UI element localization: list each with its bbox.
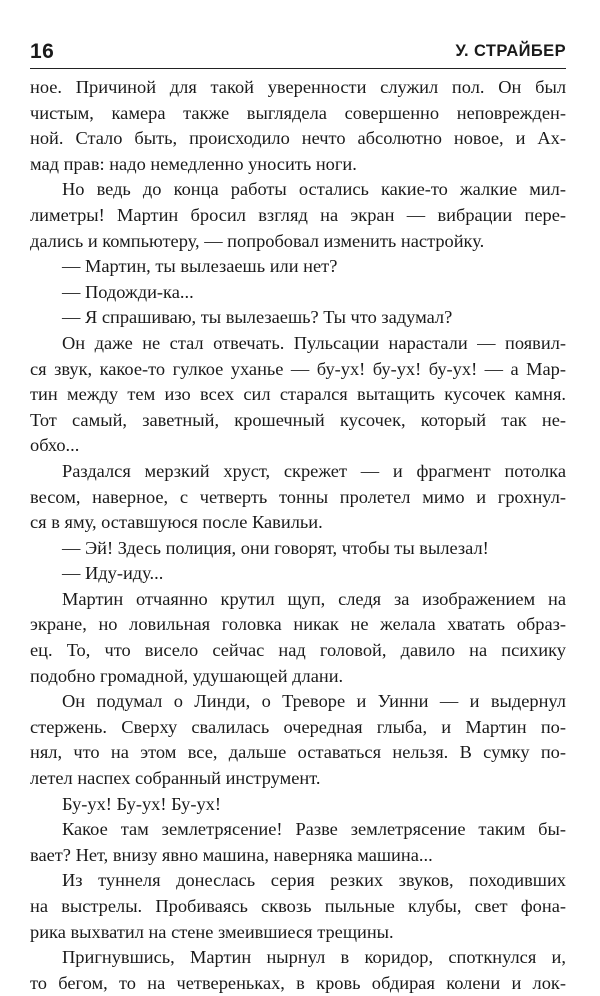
- text-line: ец. То, что висело сейчас над головой, давило на психику: [30, 640, 566, 661]
- text-line: обхо...: [30, 435, 80, 456]
- text-line: дались и компьютеру, — попробовал изменить настройку.: [30, 230, 485, 251]
- text-line: Какое там землетрясение! Разве землетрясение таким бы-: [62, 819, 566, 840]
- text-line: стержень. Сверху свалилась очередная глыба, и Мартин по-: [30, 716, 566, 737]
- body-text: [30, 75, 566, 996]
- running-head: У. СТРАЙБЕР: [455, 42, 566, 60]
- text-line: экране, но ловильная головка никак не желала хватать образ-: [30, 614, 566, 635]
- text-line: рика выхватил на стене змеившиеся трещины.: [30, 921, 394, 942]
- text-line: чистым, камера также выглядела совершенно неповрежден-: [30, 102, 566, 123]
- text-line: ся в яму, оставшуюся после Кавильи.: [30, 512, 323, 533]
- text-line: ной. Стало быть, происходило нечто абсолютно новое, и Ах-: [30, 128, 566, 149]
- header-rule: [30, 68, 566, 69]
- text-line: — Мартин, ты вылезаешь или нет?: [62, 256, 338, 277]
- text-line: весом, наверное, с четверть тонны пролетел мимо и грохнул-: [30, 486, 566, 507]
- text-line: Он даже не стал отвечать. Пульсации нарастали — появил-: [62, 332, 566, 353]
- page-number: 16: [30, 40, 55, 63]
- page-header: [30, 36, 566, 66]
- text-line: Он подумал о Линди, о Треворе и Уинни — и выдернул: [62, 691, 566, 712]
- text-line: Пригнувшись, Мартин нырнул в коридор, споткнулся и,: [62, 947, 566, 968]
- text-line: вает? Нет, внизу явно машина, наверняка машина...: [30, 844, 433, 865]
- text-line: Бу-ух! Бу-ух! Бу-ух!: [62, 793, 222, 814]
- text-line: нял, что на этом все, дальше оставаться нельзя. В сумку по-: [30, 742, 566, 763]
- text-line: — Иду-иду...: [62, 563, 164, 584]
- text-line: то бегом, то на четвереньках, в кровь обдирая колени и лок-: [30, 972, 566, 993]
- text-line: Раздался мерзкий хруст, скрежет — и фрагмент потолка: [62, 460, 566, 481]
- text-line: на выстрелы. Пробиваясь сквозь пыльные клубы, свет фона-: [30, 896, 566, 916]
- text-line: Но ведь до конца работы остались какие-то жалкие мил-: [62, 179, 566, 200]
- text-line: — Подожди-ка...: [62, 281, 194, 302]
- text-line: Тот самый, заветный, крошечный кусочек, который так не-: [30, 409, 566, 430]
- text-line: ся звук, какое-то гулкое уханье — бу-ух! бу-ух! бу-ух! — а Мар-: [30, 358, 566, 379]
- text-line: Из туннеля донеслась серия резких звуков, походивших: [62, 870, 566, 891]
- text-line: тин между тем изо всех сил старался вытащить кусочек камня.: [30, 384, 566, 405]
- text-line: мад прав: надо немедленно уносить ноги.: [30, 153, 357, 174]
- text-line: — Я спрашиваю, ты вылезаешь? Ты что задумал?: [62, 307, 453, 328]
- text-line: подобно громадной, удушающей длани.: [30, 665, 344, 686]
- text-line: — Эй! Здесь полиция, они говорят, чтобы ты вылезал!: [62, 537, 489, 558]
- text-line: Мартин отчаянно крутил щуп, следя за изображением на: [62, 588, 566, 609]
- text-line: летел наспех собранный инструмент.: [30, 768, 321, 789]
- text-line: лиметры! Мартин бросил взгляд на экран — вибрации пере-: [30, 204, 566, 225]
- text-line: ное. Причиной для такой уверенности служил пол. Он был: [30, 77, 566, 97]
